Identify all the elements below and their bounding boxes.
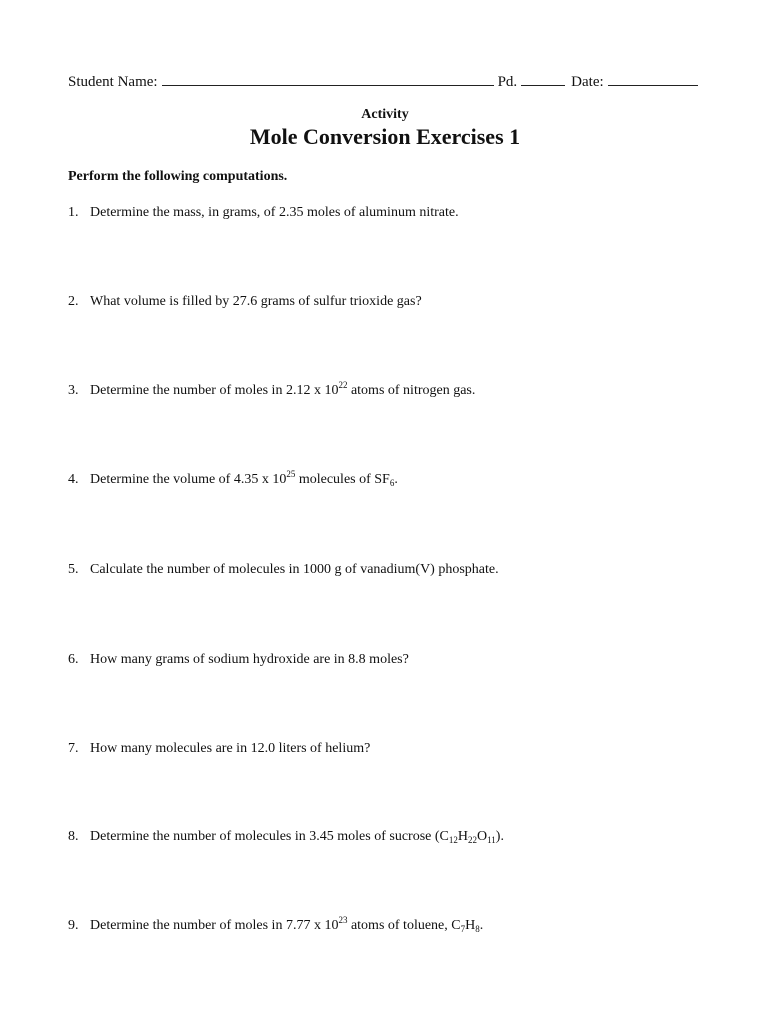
pd-field[interactable]	[521, 71, 565, 86]
subscript: 7	[460, 924, 466, 934]
subscript: 8	[475, 924, 480, 934]
formula-element: O	[476, 829, 488, 844]
question-number: 6.	[68, 652, 79, 667]
question-6	[68, 652, 409, 668]
question-number: 8.	[68, 829, 79, 844]
question-number: 9.	[68, 918, 79, 933]
formula-element: H	[457, 829, 468, 844]
student-name-label: Student Name:	[68, 74, 158, 90]
subscript: 11	[487, 835, 496, 845]
subscript: 6	[389, 478, 395, 488]
question-7	[68, 741, 370, 757]
question-number: 7.	[68, 741, 79, 756]
question-text: Determine the number of moles in 7.77 x 10	[90, 918, 339, 933]
page-title: Mole Conversion Exercises 1	[249, 124, 521, 149]
question-text: What volume is filled by 27.6 grams of sulfur trioxide gas?	[90, 294, 422, 309]
subscript: 22	[467, 835, 477, 845]
question-text: How many grams of sodium hydroxide are in 8.8 moles?	[90, 652, 409, 667]
question-number: 2.	[68, 294, 79, 309]
formula-element: H	[465, 918, 476, 933]
instructions: Perform the following computations.	[68, 169, 288, 184]
header-fields	[68, 71, 698, 91]
question-1	[68, 205, 459, 221]
question-text: Determine the mass, in grams, of 2.35 moles of aluminum nitrate.	[90, 205, 459, 220]
question-3	[68, 380, 476, 399]
question-text-mid: molecules of SF	[295, 472, 390, 487]
exponent: 22	[338, 380, 348, 390]
question-text: Determine the number of molecules in 3.45 moles of sucrose (C	[90, 829, 449, 844]
question-9	[68, 915, 484, 934]
date-label: Date:	[571, 74, 604, 90]
question-number: 4.	[68, 472, 79, 487]
question-2	[68, 294, 422, 310]
question-number: 3.	[68, 383, 79, 398]
question-text-end: atoms of nitrogen gas.	[347, 383, 476, 398]
pd-label: Pd.	[497, 74, 518, 90]
exponent: 23	[338, 915, 348, 925]
student-name-field[interactable]	[162, 71, 494, 86]
exponent: 25	[286, 469, 296, 479]
question-text-end: ).	[495, 829, 504, 844]
question-text-end: .	[394, 472, 398, 487]
activity-subtitle: Activity	[361, 107, 409, 122]
date-field[interactable]	[608, 71, 698, 86]
question-number: 1.	[68, 205, 79, 220]
question-text: Determine the volume of 4.35 x 10	[90, 472, 287, 487]
question-4	[68, 469, 398, 488]
question-text-end: .	[479, 918, 484, 933]
question-5	[68, 562, 499, 578]
question-text: Calculate the number of molecules in 1000 g of vanadium(V) phosphate.	[90, 562, 499, 577]
subscript: 12	[448, 835, 458, 845]
question-number: 5.	[68, 562, 79, 577]
question-text: Determine the number of moles in 2.12 x 10	[90, 383, 339, 398]
question-text-mid: atoms of toluene, C	[347, 918, 461, 933]
question-8	[68, 829, 504, 845]
question-text: How many molecules are in 12.0 liters of helium?	[90, 741, 371, 756]
